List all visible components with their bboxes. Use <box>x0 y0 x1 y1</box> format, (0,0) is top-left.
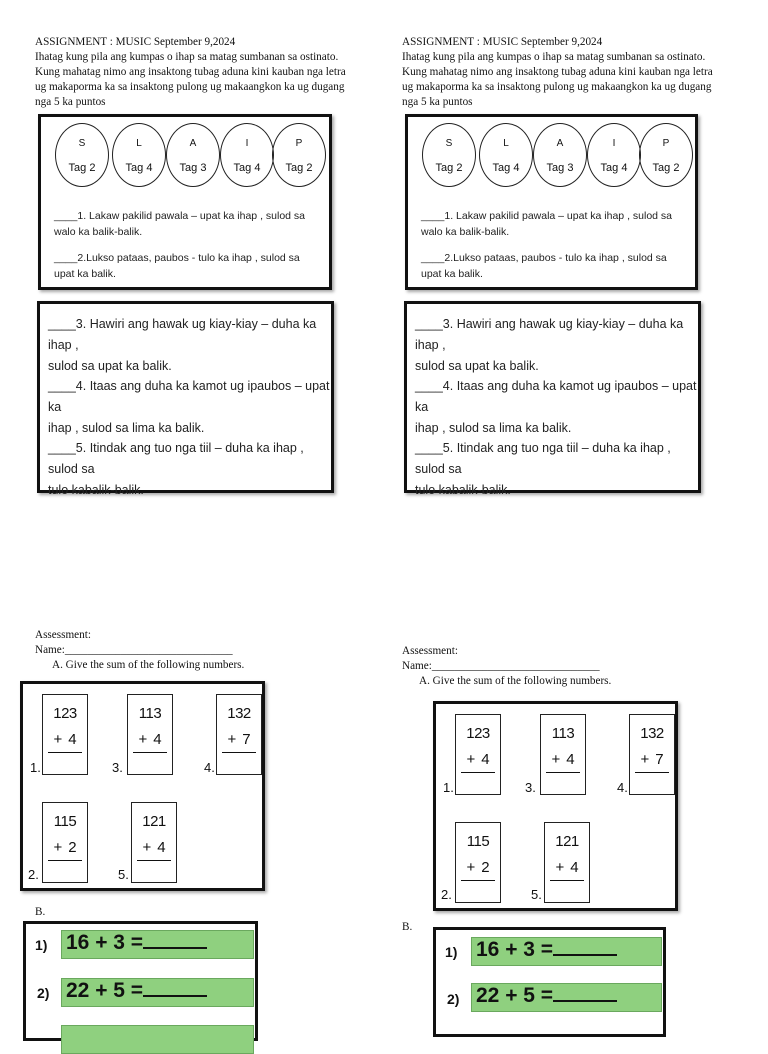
answer-blank[interactable] <box>143 979 207 997</box>
card-label-4: 4. <box>617 780 628 795</box>
equations-box-left <box>23 921 258 1041</box>
name-label: Name: <box>402 660 432 672</box>
oval-l: L Tag 4 <box>479 123 533 187</box>
instruction-a: A. Give the sum of the following numbers. <box>52 659 245 671</box>
card-label-4: 4. <box>204 760 215 775</box>
name-label: Name: <box>35 644 65 656</box>
ostinato-box-top-left <box>38 114 332 290</box>
addition-card-4: 132 + 7 <box>629 714 675 795</box>
equation-2[interactable]: 22 + 5 = <box>476 984 617 1008</box>
oval-l: L Tag 4 <box>112 123 166 187</box>
assignment-instruction: Ihatag kung pila ang kumpas o ihap sa matag sumbanan sa ostinato. <box>402 51 706 63</box>
instruction-a: A. Give the sum of the following numbers. <box>419 675 612 687</box>
assignment-header-left <box>35 35 346 110</box>
assignment-instruction: ug makaporma ka sa insaktong pulong ug makaangkon ka ug dugang <box>402 81 712 93</box>
question-1: ____1. Lakaw pakilid pawala – upat ka ihap , sulod sa walo ka balik-balik. <box>54 210 306 238</box>
card-label-5: 5. <box>118 867 129 882</box>
addition-card-1: 123 + 4 <box>455 714 501 795</box>
assessment-title: Assessment: <box>402 645 458 657</box>
question-1: ____1. Lakaw pakilid pawala – upat ka ihap , sulod sa walo ka balik-balik. <box>421 210 673 238</box>
assignment-instruction: nga 5 ka puntos <box>35 96 106 108</box>
equation-1[interactable]: 16 + 3 = <box>66 931 207 955</box>
name-field[interactable]: ______________________________ <box>431 660 600 672</box>
section-b-label-right: B. <box>402 921 413 933</box>
equation-1[interactable]: 16 + 3 = <box>476 938 617 962</box>
oval-s: S Tag 2 <box>55 123 109 187</box>
card-label-3: 3. <box>112 760 123 775</box>
name-field[interactable]: ______________________________ <box>64 644 233 656</box>
card-label-2: 2. <box>28 867 39 882</box>
oval-a: A Tag 3 <box>166 123 220 187</box>
assessment-header-right <box>402 644 611 689</box>
question-3: ____3. Hawiri ang hawak ug kiay-kiay – duha ka ihap , sulod sa upat ka balik. <box>48 317 317 373</box>
answer-blank[interactable] <box>553 984 617 1002</box>
ostinato-box-bottom-right <box>404 301 701 497</box>
section-b-label-left: B. <box>35 906 46 918</box>
addition-card-5: 121 + 4 <box>544 822 590 903</box>
assignment-instruction: ug makaporma ka sa insaktong pulong ug makaangkon ka ug dugang <box>35 81 345 93</box>
assignment-instruction: Kung mahatag nimo ang insaktong tubag aduna kini kauban nga letra <box>35 66 346 78</box>
oval-i: I Tag 4 <box>220 123 274 187</box>
question-3: ____3. Hawiri ang hawak ug kiay-kiay – duha ka ihap , sulod sa upat ka balik. <box>415 317 684 373</box>
question-2: ____2.Lukso pataas, paubos - tulo ka ihap , sulod sa upat ka balik. <box>54 252 300 280</box>
addition-cards-box-right <box>433 701 678 911</box>
addition-card-5: 121 + 4 <box>131 802 177 883</box>
oval-p: P Tag 2 <box>272 123 326 187</box>
addition-card-3: 113 + 4 <box>127 694 173 775</box>
question-5: ____5. Itindak ang tuo nga tiil – duha ka ihap , sulod sa tulo kabalik-balik. <box>48 441 304 497</box>
addition-card-2: 115 + 2 <box>42 802 88 883</box>
question-2: ____2.Lukso pataas, paubos - tulo ka ihap , sulod sa upat ka balik. <box>421 252 667 280</box>
oval-p: P Tag 2 <box>639 123 693 187</box>
addition-card-2: 115 + 2 <box>455 822 501 903</box>
equation-number-2: 2) <box>447 991 460 1007</box>
assessment-title: Assessment: <box>35 629 91 641</box>
oval-i: I Tag 4 <box>587 123 641 187</box>
question-4: ____4. Itaas ang duha ka kamot ug ipaubos – upat ka ihap , sulod sa lima ka balik. <box>48 379 330 435</box>
equations-box-right <box>433 927 666 1037</box>
ostinato-box-top-right <box>405 114 698 290</box>
question-4: ____4. Itaas ang duha ka kamot ug ipaubos – upat ka ihap , sulod sa lima ka balik. <box>415 379 697 435</box>
equation-2[interactable]: 22 + 5 = <box>66 979 207 1003</box>
assignment-title: ASSIGNMENT : MUSIC September 9,2024 <box>35 36 236 48</box>
card-label-1: 1. <box>30 760 41 775</box>
addition-card-3: 113 + 4 <box>540 714 586 795</box>
ostinato-box-bottom-left <box>37 301 334 497</box>
addition-card-4: 132 + 7 <box>216 694 262 775</box>
card-label-5: 5. <box>531 887 542 902</box>
assignment-instruction: nga 5 ka puntos <box>402 96 473 108</box>
oval-a: A Tag 3 <box>533 123 587 187</box>
equation-number-2: 2) <box>37 985 50 1001</box>
card-label-2: 2. <box>441 887 452 902</box>
assignment-instruction: Kung mahatag nimo ang insaktong tubag aduna kini kauban nga letra <box>402 66 713 78</box>
oval-s: S Tag 2 <box>422 123 476 187</box>
answer-blank[interactable] <box>143 931 207 949</box>
assignment-instruction: Ihatag kung pila ang kumpas o ihap sa matag sumbanan sa ostinato. <box>35 51 339 63</box>
equation-bar-3 <box>61 1025 254 1054</box>
card-label-3: 3. <box>525 780 536 795</box>
card-label-1: 1. <box>443 780 454 795</box>
equation-number-1: 1) <box>445 944 458 960</box>
question-5: ____5. Itindak ang tuo nga tiil – duha ka ihap , sulod sa tulo kabalik-balik. <box>415 441 671 497</box>
equation-number-1: 1) <box>35 937 48 953</box>
addition-cards-box-left <box>20 681 265 891</box>
assessment-header-left <box>35 628 244 673</box>
assignment-header-right <box>402 35 713 110</box>
assignment-title: ASSIGNMENT : MUSIC September 9,2024 <box>402 36 603 48</box>
answer-blank[interactable] <box>553 938 617 956</box>
addition-card-1: 123 + 4 <box>42 694 88 775</box>
